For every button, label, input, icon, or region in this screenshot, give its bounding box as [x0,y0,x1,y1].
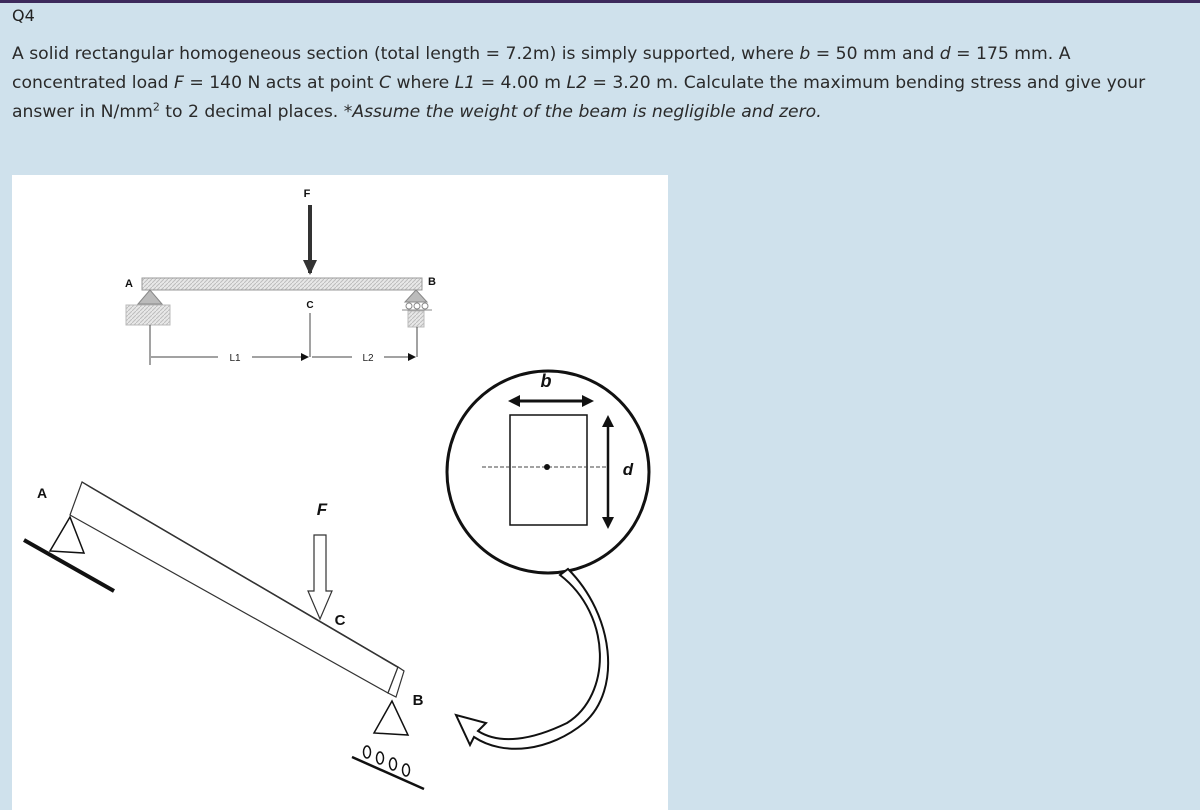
roller-wheel [414,303,420,309]
iso-beam-end [82,482,404,671]
cross-section-view [447,371,649,573]
question-number: Q4 [12,6,35,25]
label-b: b [540,371,552,391]
iso-beam-top [70,482,398,693]
question-text-part: = 175 mm. A concentrated load [12,44,1071,93]
roller-wheel [422,303,428,309]
assumption-note: *Assume the weight of the beam is negligible and zero. [343,102,822,122]
top-label-l2: L2 [362,353,374,364]
variable-c: C [378,73,391,93]
variable-b: b [799,44,811,64]
centroid-dot [544,464,550,470]
variable-f: F [174,73,184,93]
variable-l2: L2 [566,73,588,93]
iso-support-b [374,701,408,735]
superscript-2: 2 [152,100,160,114]
rectangular-section [510,415,587,525]
question-text-part: where [391,73,455,93]
top-beam [142,278,422,290]
curved-arrow [456,569,608,749]
iso-roller [390,758,397,770]
top-label-f: F [303,188,311,200]
question-text-part: = 4.00 m [475,73,567,93]
top-label-a: A [125,278,133,290]
roller-support-b [405,290,427,302]
top-label-b: B [428,276,436,288]
iso-label-c: C [334,612,346,629]
question-text [12,40,1182,127]
top-label-l1: L1 [229,353,241,364]
iso-roller [377,752,384,764]
question-text-part: to 2 decimal places. [159,102,344,122]
variable-l1: L1 [454,73,476,93]
question-text-part: A solid rectangular homogeneous section (total length = 7.2m) is simply supported, where [12,44,800,64]
label-d: d [622,460,634,479]
question-text-part: = 3.20 m. Calculate the maximum bending stress and give your answer in N/mm [12,73,1146,122]
top-label-c: C [306,300,314,311]
support-a-ground [126,305,170,325]
iso-load-arrow [308,535,332,619]
question-text-part: = 50 mm and [810,44,940,64]
top-beam-view [125,188,436,365]
top-accent-bar [0,0,1200,3]
pin-support-a [138,290,162,304]
roller-wheel [406,303,412,309]
iso-roller [364,746,371,758]
beam-figure [12,175,668,810]
variable-d: d [939,44,951,64]
question-text-part: = 140 N acts at point [183,73,379,93]
support-b-ground [408,311,424,327]
beam-diagram [12,175,668,810]
iso-label-a: A [36,485,48,501]
isometric-beam-view [24,482,424,789]
load-arrow-head [303,260,317,275]
iso-support-a [50,517,84,553]
iso-roller [403,764,410,776]
iso-label-b: B [412,692,424,709]
iso-label-f: F [316,500,328,519]
iso-ground-b [352,757,424,789]
